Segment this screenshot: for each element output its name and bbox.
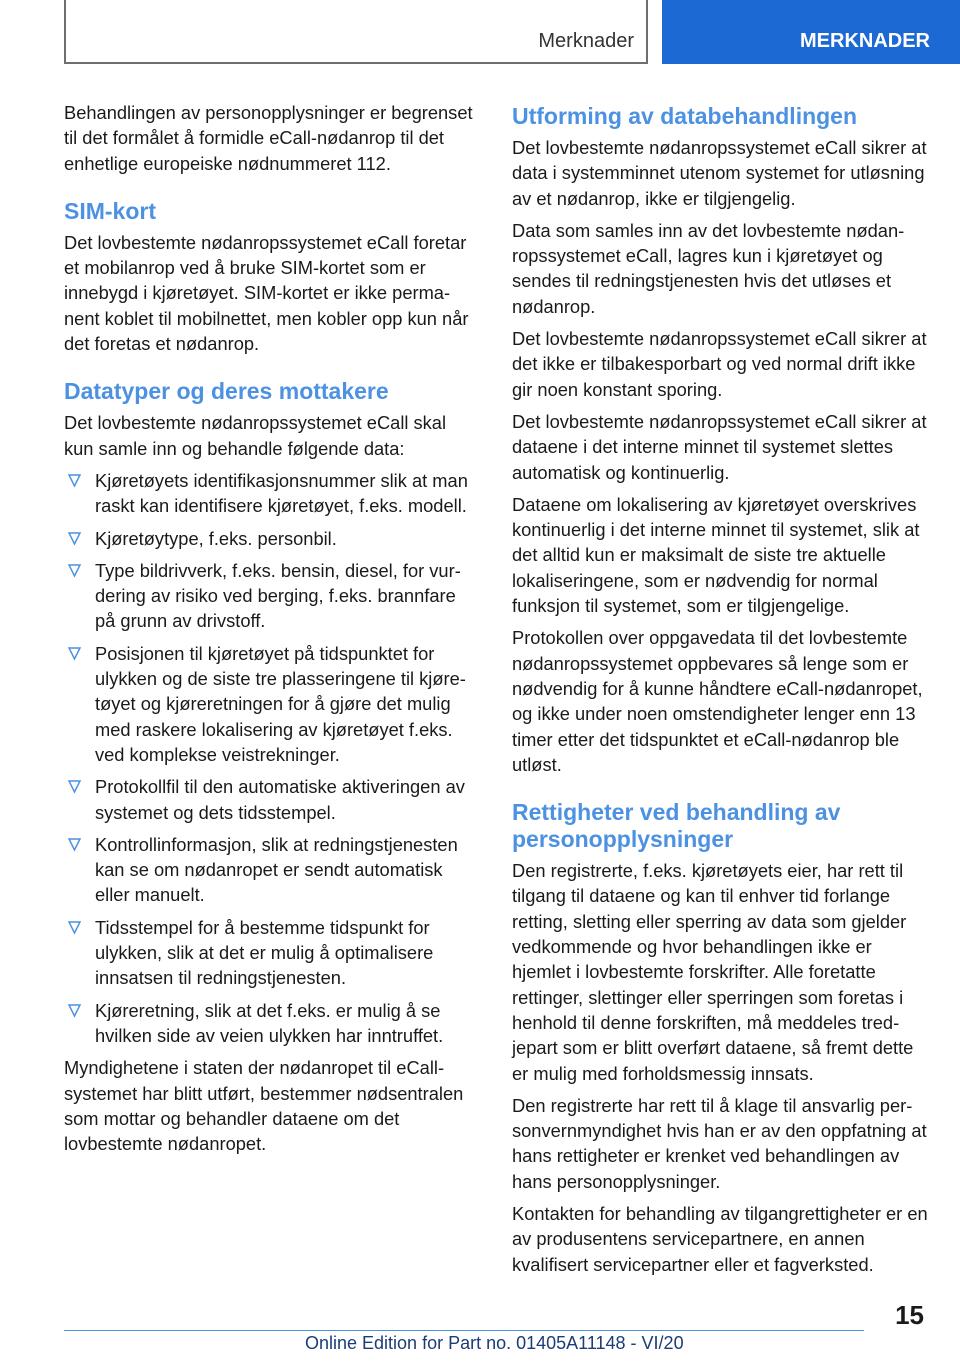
header-section-box	[64, 0, 648, 64]
list-item	[64, 774, 478, 825]
triangle-bullet-icon	[68, 532, 81, 546]
list-item	[64, 558, 478, 634]
list-item	[64, 526, 478, 551]
footer-edition-text: Online Edition for Part no. 01405A11148 - VI/20	[305, 1333, 684, 1353]
list-item-text: Kjøretøytype, f.eks. personbil.	[95, 527, 337, 549]
list-item	[64, 915, 478, 991]
design-paragraph: Protokollen over oppgavedata til det lovbestemte nødanropssystemet oppbevares så lenge som er nødvendig for å kunne håndtere eCall-nødanropet, og ikke under noen omstendigheter lenger enn 13 timer etter det tidspunktet et eCall-nødanrop ble utløst.	[512, 627, 923, 775]
rights-heading: Rettigheter ved behandling av personopplysninger	[512, 799, 841, 853]
design-heading: Utforming av databehandlingen	[512, 103, 858, 129]
list-item-text: Protokollfil til den automatiske aktiveringen av systemet og dets tidsstempel.	[95, 776, 465, 823]
page-number: 15	[895, 1300, 924, 1330]
list-item	[64, 468, 478, 519]
design-paragraph: Det lovbestemte nødanropssystemet eCall sikrer at dataene i det interne minnet til systemet slettes automatisk og kontinuerlig.	[512, 410, 927, 483]
list-item-text: Kjøreretning, slik at det f.eks. er mulig å se hvilken side av veien ulykken har inntruffet.	[95, 999, 444, 1046]
left-column	[64, 100, 478, 1163]
design-paragraph: Data som samles inn av det lovbestemte nødanropssystemet eCall, lagres kun i kjøretøyet og sendes til redningstjenesten hvis det utløses et nødanrop.	[512, 219, 905, 317]
sim-heading: SIM-kort	[64, 197, 156, 224]
list-item-text: Kontrollinformasjon, slik at redningstjenesten kan se om nødanropet er sendt automatisk eller manuelt.	[95, 833, 458, 906]
list-item	[64, 641, 478, 767]
header-section-label: Merknader	[538, 30, 634, 52]
triangle-bullet-icon	[68, 780, 81, 794]
list-item-text: Type bildrivverk, f.eks. bensin, diesel, for vurdering av risiko ved berging, f.eks. brannfare på grunn av drivstoff.	[95, 559, 461, 632]
design-paragraph: Det lovbestemte nødanropssystemet eCall sikrer at det ikke er tilbakesporbart og ved normal drift ikke gir noen konstant sporing.	[512, 328, 927, 400]
list-item	[64, 832, 478, 908]
intro-paragraph: Behandlingen av personopplysninger er begrenset til det formålet å formidle eCall-nødanrop til det enhetlige europeiske nødnummeret 112.	[64, 102, 473, 174]
triangle-bullet-icon	[68, 1004, 81, 1018]
triangle-bullet-icon	[68, 921, 81, 935]
list-item-text: Posisjonen til kjøretøyet på tidspunktet for ulykken og de siste tre plasseringene til kjøretøyet og kjøreretningen for å gjøre det mulig med raskere lokalisering av kjøretøyet f.eks. ved komplekse veistrekninger.	[95, 642, 466, 765]
list-item	[64, 998, 478, 1049]
closing-paragraph: Myndighetene i staten der nødanropet til eCall-systemet har blitt utført, bestemmer nødsentralen som mottar og behandler dataene om det lovbestemte nødanropet.	[64, 1057, 464, 1155]
header-tab	[662, 0, 960, 64]
datatypes-list	[64, 468, 478, 1048]
list-item-text: Tidsstempel for å bestemme tidspunkt for ulykken, slik at det er mulig å optimalisere innsatsen til redningstjenesten.	[95, 916, 434, 989]
triangle-bullet-icon	[68, 838, 81, 852]
rights-paragraph: Den registrerte har rett til å klage til ansvarlig personvernmyndighet hvis han er av den oppfatning at hans rettigheter er krenket ved behandlingen av hans personopplysninger.	[512, 1094, 927, 1192]
right-column	[512, 100, 932, 1284]
footer-divider	[64, 1330, 864, 1331]
list-item-text: Kjøretøyets identifikasjonsnummer slik at man raskt kan identifisere kjøretøyet, f.eks. modell.	[95, 469, 468, 517]
triangle-bullet-icon	[68, 564, 81, 578]
sim-paragraph: Det lovbestemte nødanropssystemet eCall foretar et mobilanrop ved å bruke SIM-kortet som er innebygd i kjøretøyet. SIM-kortet er ikke permanent koblet til mobilnettet, men kobler opp kun når det foretas et nødanrop.	[64, 231, 469, 355]
design-paragraph: Det lovbestemte nødanropssystemet eCall sikrer at data i systemminnet utenom systemet for utløsning av et nødanrop, ikke er tilgjengelig.	[512, 137, 927, 209]
rights-paragraph: Den registrerte, f.eks. kjøretøyets eier, har rett til tilgang til dataene og kan til enhver tid forlange retting, sletting eller sperring av data som gjelder vedkommende og hvor behandlingen ikke er hjemlet i lovbestemte forskrifter. Alle foretatte rettinger, slettinger eller sperringen som foretas i henhold til denne forskriften, må meddeles tredjepart som er blitt overført dataene, så fremt dette er mulig med forholdsmessig innsats.	[512, 860, 914, 1084]
triangle-bullet-icon	[68, 647, 81, 661]
rights-paragraph: Kontakten for behandling av tilgangrettigheter er en av produsentens servicepartnere, en annen kvalifisert servicepartner eller et fagverksted.	[512, 1202, 928, 1275]
datatypes-heading: Datatyper og deres mottakere	[64, 378, 389, 405]
header-tab-label: MERKNADER	[800, 30, 930, 52]
datatypes-intro: Det lovbestemte nødanropssystemet eCall skal kun samle inn og behandle følgende data:	[64, 412, 447, 459]
triangle-bullet-icon	[68, 474, 81, 488]
design-paragraph: Dataene om lokalisering av kjøretøyet overskrives kontinuerlig i det interne minnet til systemet, slik at det alltid kun er maksimalt de siste tre aktuelle lokaliseringene, som er nødvendig for normal funksjon til systemet, som er tilgjengelige.	[512, 493, 920, 617]
